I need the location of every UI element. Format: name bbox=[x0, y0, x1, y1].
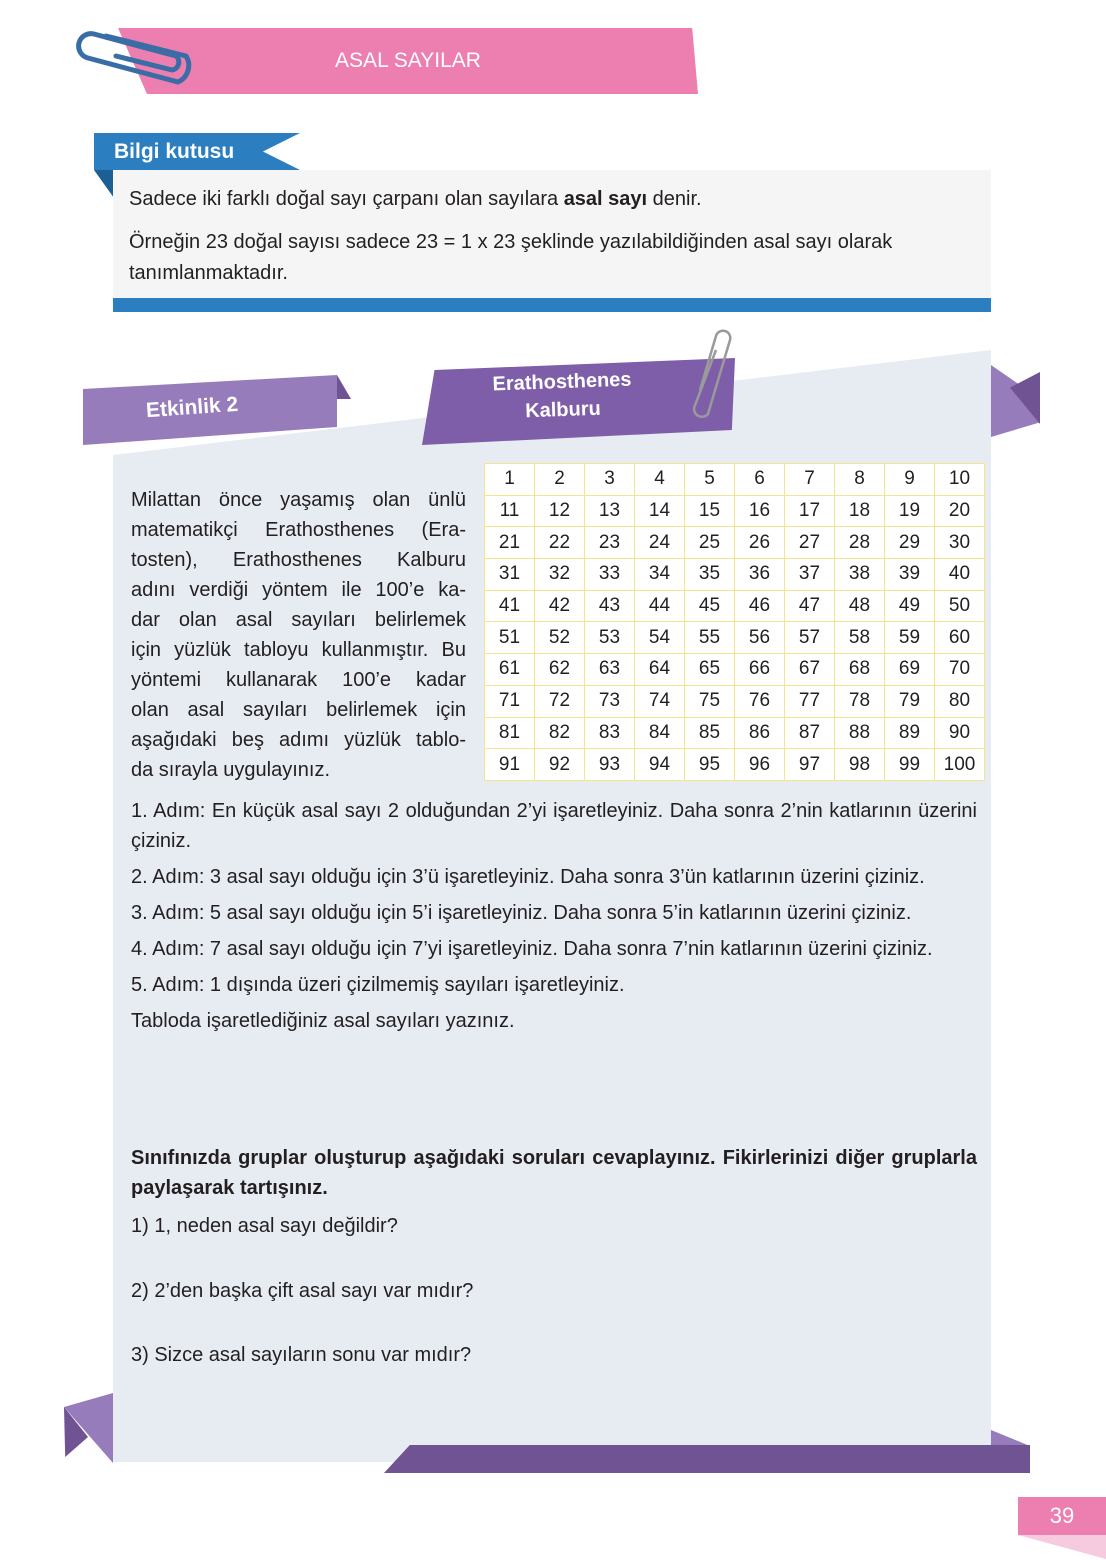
grid-cell[interactable]: 39 bbox=[885, 559, 935, 591]
grid-cell[interactable]: 44 bbox=[635, 590, 685, 622]
grid-cell[interactable]: 78 bbox=[835, 685, 885, 717]
grid-cell[interactable]: 72 bbox=[535, 685, 585, 717]
grid-cell[interactable]: 55 bbox=[685, 622, 735, 654]
info-box-bar bbox=[113, 298, 991, 312]
step: 5. Adım: 1 dışında üzeri çizilmemiş sayıları işaretleyiniz. bbox=[131, 974, 625, 996]
paperclip-icon bbox=[66, 24, 211, 89]
grid-cell[interactable]: 36 bbox=[735, 559, 785, 591]
grid-cell[interactable]: 75 bbox=[685, 685, 735, 717]
grid-cell[interactable]: 23 bbox=[585, 527, 635, 559]
grid-cell[interactable]: 53 bbox=[585, 622, 635, 654]
grid-cell[interactable]: 22 bbox=[535, 527, 585, 559]
grid-cell[interactable]: 89 bbox=[885, 717, 935, 749]
grid-cell[interactable]: 46 bbox=[735, 590, 785, 622]
info-box bbox=[113, 170, 991, 298]
grid-cell[interactable]: 38 bbox=[835, 559, 885, 591]
grid-cell[interactable]: 52 bbox=[535, 622, 585, 654]
grid-cell[interactable]: 7 bbox=[785, 464, 835, 496]
grid-cell[interactable]: 16 bbox=[735, 495, 785, 527]
grid-cell[interactable]: 71 bbox=[485, 685, 535, 717]
grid-cell[interactable]: 57 bbox=[785, 622, 835, 654]
intro-line: Milattan önce yaşamış olan ünlü bbox=[131, 489, 466, 511]
grid-cell[interactable]: 4 bbox=[635, 464, 685, 496]
grid-cell[interactable]: 19 bbox=[885, 495, 935, 527]
grid-cell[interactable]: 82 bbox=[535, 717, 585, 749]
grid-cell[interactable]: 30 bbox=[935, 527, 985, 559]
definition-term: asal sayı bbox=[563, 188, 648, 210]
grid-cell[interactable]: 25 bbox=[685, 527, 735, 559]
grid-cell[interactable]: 5 bbox=[685, 464, 735, 496]
grid-cell[interactable]: 10 bbox=[935, 464, 985, 496]
activity-title bbox=[439, 364, 686, 429]
grid-cell[interactable]: 77 bbox=[785, 685, 835, 717]
intro-line: tosten), Erathosthenes Kalburu bbox=[131, 549, 466, 571]
grid-row bbox=[485, 590, 985, 622]
grid-cell[interactable]: 6 bbox=[735, 464, 785, 496]
grid-cell[interactable]: 97 bbox=[785, 749, 835, 781]
grid-row bbox=[485, 495, 985, 527]
question: 2) 2’den başka çift asal sayı var mıdır? bbox=[131, 1280, 474, 1302]
step: 3. Adım: 5 asal sayı olduğu için 5’i işaretleyiniz. Daha sonra 5’in katlarının üzerini çiziniz. bbox=[131, 902, 912, 924]
group-section bbox=[131, 1143, 977, 1209]
intro-line: da sırayla uygulayınız. bbox=[131, 759, 330, 781]
grid-cell[interactable]: 91 bbox=[485, 749, 535, 781]
grid-cell[interactable]: 63 bbox=[585, 654, 635, 686]
activity-title-line: Kalburu bbox=[524, 397, 602, 423]
intro-line: yöntemi kullanarak 100’e kadar bbox=[131, 669, 466, 691]
intro-line: için yüzlük tabloyu kullanmıştır. Bu bbox=[131, 639, 466, 661]
question: 3) Sizce asal sayıların sonu var mıdır? bbox=[131, 1344, 472, 1366]
intro-line: aşağıdaki beş adımı yüzlük tablo- bbox=[131, 729, 466, 751]
grid-cell[interactable]: 80 bbox=[935, 685, 985, 717]
grid-cell[interactable]: 14 bbox=[635, 495, 685, 527]
grid-cell[interactable]: 32 bbox=[535, 559, 585, 591]
activity-label: Etkinlik 2 bbox=[145, 392, 239, 423]
grid-cell[interactable]: 69 bbox=[885, 654, 935, 686]
grid-cell[interactable]: 60 bbox=[935, 622, 985, 654]
grid-cell[interactable]: 15 bbox=[685, 495, 735, 527]
grid-cell[interactable]: 62 bbox=[535, 654, 585, 686]
grid-cell[interactable]: 79 bbox=[885, 685, 935, 717]
grid-cell[interactable]: 92 bbox=[535, 749, 585, 781]
grid-cell[interactable]: 9 bbox=[885, 464, 935, 496]
grid-cell[interactable]: 18 bbox=[835, 495, 885, 527]
grid-row bbox=[485, 622, 985, 654]
grid-cell[interactable]: 42 bbox=[535, 590, 585, 622]
grid-cell[interactable]: 33 bbox=[585, 559, 635, 591]
grid-cell[interactable]: 83 bbox=[585, 717, 635, 749]
grid-cell[interactable]: 47 bbox=[785, 590, 835, 622]
grid-cell[interactable]: 86 bbox=[735, 717, 785, 749]
grid-cell[interactable]: 11 bbox=[485, 495, 535, 527]
grid-cell[interactable]: 48 bbox=[835, 590, 885, 622]
grid-cell[interactable]: 41 bbox=[485, 590, 535, 622]
step: Tabloda işaretlediğiniz asal sayıları yazınız. bbox=[131, 1010, 515, 1032]
group-instruction: Sınıfınızda gruplar oluşturup aşağıdaki soruları cevaplayınız. Fikirlerinizi diğer gruplarla paylaşarak tartışınız. bbox=[131, 1147, 977, 1199]
chapter-title: ASAL SAYILAR bbox=[335, 49, 481, 72]
grid-cell[interactable]: 43 bbox=[585, 590, 635, 622]
grid-cell[interactable]: 87 bbox=[785, 717, 835, 749]
steps-list bbox=[131, 796, 977, 1042]
definition bbox=[129, 184, 975, 215]
grid-cell[interactable]: 90 bbox=[935, 717, 985, 749]
grid-cell[interactable]: 99 bbox=[885, 749, 935, 781]
grid-row bbox=[485, 654, 985, 686]
grid-cell[interactable]: 98 bbox=[835, 749, 885, 781]
grid-row bbox=[485, 464, 985, 496]
grid-cell[interactable]: 50 bbox=[935, 590, 985, 622]
grid-cell[interactable]: 34 bbox=[635, 559, 685, 591]
paperclip-icon bbox=[682, 320, 738, 425]
grid-cell[interactable]: 61 bbox=[485, 654, 535, 686]
grid-cell[interactable]: 76 bbox=[735, 685, 785, 717]
grid-row bbox=[485, 717, 985, 749]
step: 2. Adım: 3 asal sayı olduğu için 3’ü işaretleyiniz. Daha sonra 3’ün katlarının üzerini çiziniz. bbox=[131, 866, 925, 888]
activity-intro bbox=[131, 485, 466, 785]
intro-line: matematikçi Erathosthenes (Era- bbox=[131, 519, 466, 541]
grid-cell[interactable]: 58 bbox=[835, 622, 885, 654]
step: 4. Adım: 7 asal sayı olduğu için 7’yi işaretleyiniz. Daha sonra 7’nin katlarının üzerini çiziniz. bbox=[131, 938, 933, 960]
info-box-label: Bilgi kutusu bbox=[114, 140, 235, 163]
grid-cell[interactable]: 17 bbox=[785, 495, 835, 527]
bottom-band bbox=[384, 1445, 1030, 1473]
grid-cell[interactable]: 93 bbox=[585, 749, 635, 781]
grid-cell[interactable]: 24 bbox=[635, 527, 685, 559]
grid-cell[interactable]: 13 bbox=[585, 495, 635, 527]
grid-row bbox=[485, 527, 985, 559]
grid-cell[interactable]: 27 bbox=[785, 527, 835, 559]
grid-cell[interactable]: 81 bbox=[485, 717, 535, 749]
question: 1) 1, neden asal sayı değildir? bbox=[131, 1215, 398, 1237]
grid-cell[interactable]: 56 bbox=[735, 622, 785, 654]
activity-banner-fold bbox=[337, 375, 351, 399]
grid-cell[interactable]: 100 bbox=[935, 749, 985, 781]
grid-cell[interactable]: 12 bbox=[535, 495, 585, 527]
grid-cell[interactable]: 3 bbox=[585, 464, 635, 496]
grid-cell[interactable]: 65 bbox=[685, 654, 735, 686]
hundred-chart bbox=[484, 463, 985, 781]
ribbon-fold bbox=[991, 1430, 1030, 1446]
grid-cell[interactable]: 35 bbox=[685, 559, 735, 591]
grid-cell[interactable]: 68 bbox=[835, 654, 885, 686]
page-number-fold bbox=[1018, 1535, 1106, 1559]
definition-text: Sadece iki farklı doğal sayı çarpanı olan sayılara bbox=[129, 188, 564, 210]
grid-cell[interactable]: 49 bbox=[885, 590, 935, 622]
grid-cell[interactable]: 88 bbox=[835, 717, 885, 749]
grid-cell[interactable]: 73 bbox=[585, 685, 635, 717]
grid-cell[interactable]: 84 bbox=[635, 717, 685, 749]
grid-cell[interactable]: 45 bbox=[685, 590, 735, 622]
grid-cell[interactable]: 74 bbox=[635, 685, 685, 717]
grid-cell[interactable]: 66 bbox=[735, 654, 785, 686]
grid-cell[interactable]: 37 bbox=[785, 559, 835, 591]
grid-cell[interactable]: 70 bbox=[935, 654, 985, 686]
grid-cell[interactable]: 2 bbox=[535, 464, 585, 496]
grid-cell[interactable]: 95 bbox=[685, 749, 735, 781]
grid-cell[interactable]: 26 bbox=[735, 527, 785, 559]
definition-end: denir. bbox=[647, 188, 702, 210]
grid-cell[interactable]: 96 bbox=[735, 749, 785, 781]
grid-cell[interactable]: 40 bbox=[935, 559, 985, 591]
grid-cell[interactable]: 21 bbox=[485, 527, 535, 559]
grid-cell[interactable]: 64 bbox=[635, 654, 685, 686]
grid-cell[interactable]: 67 bbox=[785, 654, 835, 686]
grid-cell[interactable]: 59 bbox=[885, 622, 935, 654]
grid-cell[interactable]: 85 bbox=[685, 717, 735, 749]
activity-title-line: Erathosthenes bbox=[492, 368, 632, 396]
grid-cell[interactable]: 28 bbox=[835, 527, 885, 559]
example: Örneğin 23 doğal sayısı sadece 23 = 1 x 23 şeklinde yazılabildiğinden asal sayı olarak tanımlanmaktadır. bbox=[129, 231, 893, 284]
grid-cell[interactable]: 29 bbox=[885, 527, 935, 559]
grid-cell[interactable]: 20 bbox=[935, 495, 985, 527]
grid-cell[interactable]: 51 bbox=[485, 622, 535, 654]
grid-cell[interactable]: 94 bbox=[635, 749, 685, 781]
grid-cell[interactable]: 31 bbox=[485, 559, 535, 591]
grid-cell[interactable]: 8 bbox=[835, 464, 885, 496]
grid-row bbox=[485, 685, 985, 717]
grid-cell[interactable]: 54 bbox=[635, 622, 685, 654]
step: 1. Adım: En küçük asal sayı 2 olduğundan 2’yi işaretleyiniz. Daha sonra 2’nin katlarının üzerini çiziniz. bbox=[131, 800, 977, 852]
grid-row bbox=[485, 749, 985, 781]
page-number: 39 bbox=[1018, 1497, 1106, 1535]
intro-line: adını verdiği yöntem ile 100’e ka- bbox=[131, 579, 466, 601]
info-box-fold bbox=[94, 170, 114, 198]
grid-row bbox=[485, 559, 985, 591]
intro-line: dar olan asal sayıları belirlemek bbox=[131, 609, 466, 631]
grid-cell[interactable]: 1 bbox=[485, 464, 535, 496]
intro-line: olan asal sayıları belirlemek için bbox=[131, 699, 466, 721]
